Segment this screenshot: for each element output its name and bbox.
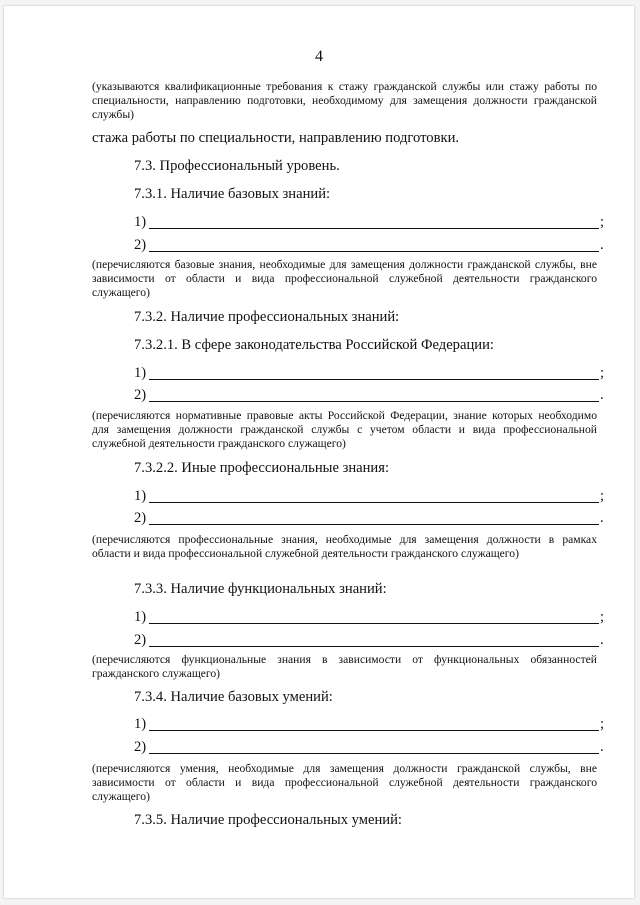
item-number: 2) [134,739,147,755]
fill-in-line [149,387,599,402]
line-end-mark: . [600,510,604,526]
item-number: 1) [134,365,147,381]
page-number: 4 [315,48,323,65]
fill-in-line [149,488,599,503]
heading-7-3-1: 7.3.1. Наличие базовых знаний: [134,186,331,202]
blank-line-7-3-4-item-2[interactable] [134,738,608,756]
heading-7-3-5: 7.3.5. Наличие профессиональных умений: [134,812,402,828]
fill-in-line [149,237,599,252]
line-end-mark: ; [600,365,605,381]
blank-line-7-3-2-2-item-1[interactable] [134,487,608,505]
line-end-mark: ; [600,214,605,230]
item-number: 1) [134,609,147,625]
item-number: 2) [134,387,147,403]
fill-in-line [149,510,599,525]
item-number: 2) [134,237,147,253]
blank-line-7-3-1-item-1[interactable] [134,213,608,231]
heading-7-3: 7.3. Профессиональный уровень. [134,158,340,174]
fill-in-line [149,365,599,380]
heading-7-3-4: 7.3.4. Наличие базовых умений: [134,689,333,705]
fill-in-line [149,716,599,731]
item-number: 2) [134,632,147,648]
fill-in-line [149,739,599,754]
fill-in-line [149,609,599,624]
line-end-mark: . [600,739,604,755]
blank-line-7-3-3-item-2[interactable] [134,631,608,649]
heading-7-3-2-2: 7.3.2.2. Иные профессиональные знания: [134,460,390,476]
fill-in-line [149,632,599,647]
heading-7-3-3: 7.3.3. Наличие функциональных знаний: [134,581,387,597]
blank-line-7-3-2-1-item-1[interactable] [134,364,608,382]
blank-line-7-3-4-item-1[interactable] [134,715,608,733]
line-end-mark: . [600,237,604,253]
line-end-mark: ; [600,488,605,504]
blank-line-7-3-2-1-item-2[interactable] [134,386,608,404]
line-end-mark: . [600,387,604,403]
note-7-3-1: (перечисляются базовые знания, необходимые для замещения должности гражданской службы, вне зависимости от области и вида профессиональной служебной деятельности гражданского служащего) [92,258,597,299]
blank-line-7-3-3-item-1[interactable] [134,608,608,626]
blank-line-7-3-2-2-item-2[interactable] [134,509,608,527]
intro-note: (указываются квалификационные требования к стажу гражданской службы или стажу работы по специальности, направлению подготовки, необходимому для замещения должности гражданской службы) [92,80,597,121]
note-7-3-2-2: (перечисляются профессиональные знания, необходимые для замещения должности в рамках области и вида профессиональной служебной деятельности гражданского служащего) [92,533,597,560]
item-number: 2) [134,510,147,526]
heading-7-3-2-1: 7.3.2.1. В сфере законодательства Российской Федерации: [134,337,494,353]
item-number: 1) [134,214,147,230]
note-7-3-2-1: (перечисляются нормативные правовые акты Российской Федерации, знание которых необходимо для замещения должности гражданской службы с учетом области и вида профессиональной служебной деятельности гражданского служащего) [92,409,597,450]
intro-text: стажа работы по специальности, направлению подготовки. [92,130,460,146]
note-7-3-3: (перечисляются функциональные знания в зависимости от функциональных обязанностей гражданского служащего) [92,653,597,680]
blank-line-7-3-1-item-2[interactable] [134,236,608,254]
line-end-mark: ; [600,609,605,625]
item-number: 1) [134,488,147,504]
line-end-mark: . [600,632,604,648]
item-number: 1) [134,716,147,732]
document-page [4,6,634,898]
heading-7-3-2: 7.3.2. Наличие профессиональных знаний: [134,309,400,325]
line-end-mark: ; [600,716,605,732]
fill-in-line [149,214,599,229]
note-7-3-4: (перечисляются умения, необходимые для замещения должности гражданской службы, вне зависимости от области и вида профессиональной служебной деятельности гражданского служащего) [92,762,597,803]
